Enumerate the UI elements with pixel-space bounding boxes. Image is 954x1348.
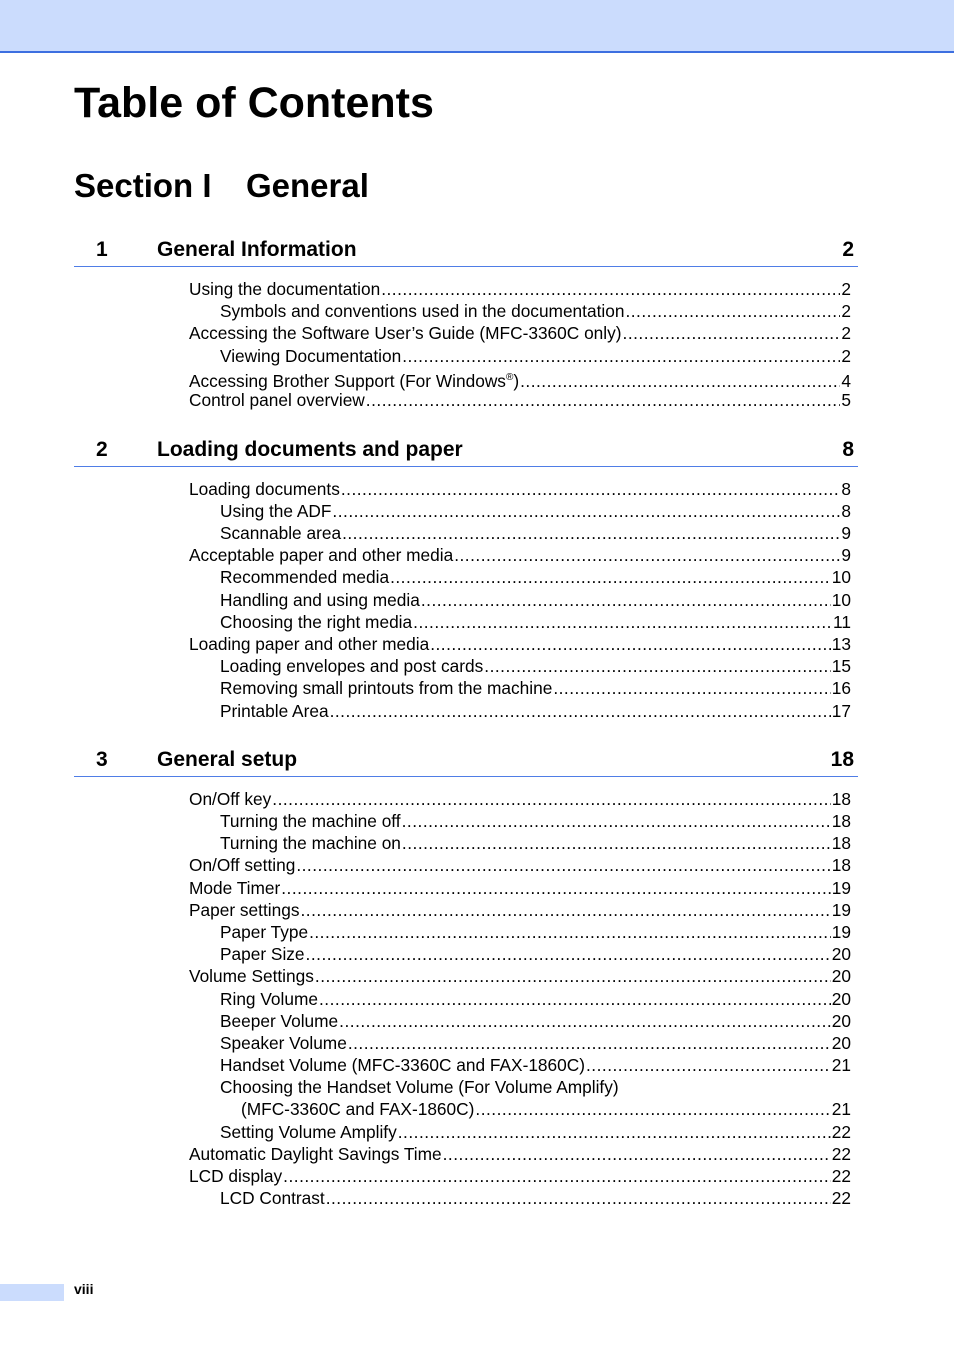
- toc-entry[interactable]: [220, 832, 851, 854]
- dot-leader: [443, 1143, 831, 1165]
- entry-page: 22: [831, 1122, 851, 1142]
- toc-entry[interactable]: [189, 1143, 851, 1165]
- dot-leader: [300, 899, 830, 921]
- toc-entry-heading-line[interactable]: Choosing the Handset Volume (For Volume Amplify): [220, 1077, 619, 1097]
- entry-page: 22: [831, 1166, 851, 1186]
- entry-label: Turning the machine off: [220, 811, 401, 831]
- dot-leader: [402, 810, 831, 832]
- toc-entry[interactable]: [220, 988, 851, 1010]
- entry-page: 22: [831, 1188, 851, 1208]
- entry-label: Loading paper and other media: [189, 634, 430, 654]
- toc-entry[interactable]: [220, 700, 851, 722]
- entry-label: Viewing Documentation: [220, 346, 402, 366]
- dot-leader: [413, 611, 832, 633]
- toc-entry[interactable]: [220, 921, 851, 943]
- footer-tab: [0, 1284, 64, 1301]
- chapter-number: 2: [96, 438, 108, 461]
- dot-leader: [421, 589, 831, 611]
- entry-label: Turning the machine on: [220, 833, 401, 853]
- footer-page-number: viii: [74, 1281, 94, 1297]
- chapter-page: 18: [830, 748, 854, 771]
- toc-entry[interactable]: [220, 677, 851, 699]
- toc-entry[interactable]: [220, 1187, 851, 1209]
- entry-label: LCD Contrast: [220, 1188, 325, 1208]
- toc-entry[interactable]: [189, 278, 851, 300]
- entry-page: 10: [831, 567, 851, 587]
- entry-page: 20: [831, 944, 851, 964]
- dot-leader: [625, 300, 840, 322]
- entry-label: Loading envelopes and post cards: [220, 656, 484, 676]
- toc-entry[interactable]: [220, 1032, 851, 1054]
- entry-page: 20: [831, 1011, 851, 1031]
- toc-entry[interactable]: [220, 500, 851, 522]
- toc-entry[interactable]: [189, 478, 851, 500]
- toc-entry[interactable]: [189, 854, 851, 876]
- page-title: Table of Contents: [74, 79, 434, 127]
- dot-leader: [484, 655, 831, 677]
- entry-page: 21: [831, 1099, 851, 1119]
- toc-entry[interactable]: [220, 300, 851, 322]
- entry-page: 9: [841, 523, 851, 543]
- entry-label: (MFC-3360C and FAX-1860C): [241, 1099, 475, 1119]
- entry-label: Control panel overview: [189, 390, 365, 410]
- entry-label: LCD display: [189, 1166, 283, 1186]
- dot-leader: [586, 1054, 831, 1076]
- dot-leader: [398, 1121, 831, 1143]
- entry-label: Paper settings: [189, 900, 300, 920]
- toc-entry[interactable]: [220, 810, 851, 832]
- chapter-title: General setup: [157, 748, 298, 771]
- entry-label: Recommended media: [220, 567, 390, 587]
- toc-entry[interactable]: [220, 611, 851, 633]
- dot-leader: [348, 1032, 831, 1054]
- dot-leader: [390, 566, 831, 588]
- dot-leader: [366, 389, 841, 411]
- entry-page: 2: [841, 346, 851, 366]
- dot-leader: [315, 965, 831, 987]
- entry-label: Beeper Volume: [220, 1011, 339, 1031]
- toc-entry[interactable]: [189, 1165, 851, 1187]
- toc-entry[interactable]: [220, 522, 851, 544]
- entry-label: Acceptable paper and other media: [189, 545, 454, 565]
- entry-page: 5: [841, 390, 851, 410]
- entry-page: 17: [831, 701, 851, 721]
- dot-leader: [430, 633, 831, 655]
- toc-entry[interactable]: [241, 1098, 851, 1120]
- dot-leader: [330, 700, 831, 722]
- dot-leader: [332, 500, 840, 522]
- entry-label: Using the ADF: [220, 501, 332, 521]
- entry-label: Removing small printouts from the machine: [220, 678, 553, 698]
- entry-label: On/Off key: [189, 789, 272, 809]
- entry-label-text: Accessing Brother Support (For Windows: [189, 370, 506, 391]
- entry-page: 19: [831, 878, 851, 898]
- toc-entry[interactable]: [220, 1010, 851, 1032]
- entry-label: Loading documents: [189, 479, 340, 499]
- chapter-heading[interactable]: [74, 436, 858, 467]
- entry-label-tail: ): [513, 370, 520, 391]
- section-label: Section I: [74, 167, 212, 204]
- entry-page: 21: [831, 1055, 851, 1075]
- registered-mark: ®: [505, 372, 514, 383]
- entry-page: 2: [841, 279, 851, 299]
- dot-leader: [341, 478, 841, 500]
- chapter-title: General Information: [157, 238, 357, 261]
- entry-label: Mode Timer: [189, 878, 281, 898]
- toc-entry[interactable]: [220, 345, 851, 367]
- chapter-page: 2: [842, 238, 854, 261]
- dot-leader: [381, 278, 840, 300]
- entry-label: Accessing the Software User’s Guide (MFC-3360C only): [189, 323, 622, 343]
- entry-label: Handset Volume (MFC-3360C and FAX-1860C): [220, 1055, 585, 1075]
- dot-leader: [475, 1098, 830, 1120]
- entry-page: 16: [831, 678, 851, 698]
- dot-leader: [272, 788, 830, 810]
- dot-leader: [402, 345, 840, 367]
- dot-leader: [281, 877, 831, 899]
- dot-leader: [402, 832, 831, 854]
- chapter-number: 1: [96, 238, 108, 261]
- toc-entry[interactable]: [189, 367, 851, 389]
- entry-page: 10: [831, 590, 851, 610]
- toc-entry[interactable]: [189, 788, 851, 810]
- entry-label: Ring Volume: [220, 989, 318, 1009]
- chapter-heading[interactable]: [74, 746, 858, 777]
- entry-page: 15: [831, 656, 851, 676]
- toc-entry[interactable]: [189, 544, 851, 566]
- entry-label: Setting Volume Amplify: [220, 1122, 397, 1142]
- dot-leader: [296, 854, 830, 876]
- dot-leader: [319, 988, 831, 1010]
- chapter-page: 8: [842, 438, 854, 461]
- section-heading: [74, 166, 369, 206]
- entry-page: 2: [841, 323, 851, 343]
- entry-page: 9: [841, 545, 851, 565]
- entry-page: 18: [831, 811, 851, 831]
- toc-entry[interactable]: [220, 589, 851, 611]
- entry-page: 19: [831, 900, 851, 920]
- chapter-number: 3: [96, 748, 108, 771]
- entry-page: 22: [831, 1144, 851, 1164]
- entry-label: Printable Area: [220, 701, 329, 721]
- entry-page: 18: [831, 855, 851, 875]
- section-name: General: [246, 167, 369, 204]
- toc-entry[interactable]: [220, 943, 851, 965]
- entry-page: 8: [841, 479, 851, 499]
- dot-leader: [309, 921, 831, 943]
- toc-entry[interactable]: [189, 389, 851, 411]
- dot-leader: [553, 677, 830, 699]
- dot-leader: [623, 322, 841, 344]
- dot-leader: [283, 1165, 831, 1187]
- toc-entry[interactable]: [220, 655, 851, 677]
- toc-entry[interactable]: [189, 322, 851, 344]
- toc-entry[interactable]: [189, 633, 851, 655]
- toc-entry[interactable]: [220, 566, 851, 588]
- toc-entry[interactable]: [189, 899, 851, 921]
- entry-page: 20: [831, 1033, 851, 1053]
- toc-entry[interactable]: [220, 1054, 851, 1076]
- chapter-title: Loading documents and paper: [157, 438, 463, 461]
- entry-page: 2: [841, 301, 851, 321]
- header-band: [0, 0, 954, 53]
- entry-page: 18: [831, 833, 851, 853]
- dot-leader: [454, 544, 840, 566]
- entry-page: 8: [841, 501, 851, 521]
- entry-page: 19: [831, 922, 851, 942]
- dot-leader: [339, 1010, 831, 1032]
- entry-label: Handling and using media: [220, 590, 420, 610]
- entry-label: Choosing the right media: [220, 612, 413, 632]
- entry-page: 13: [831, 634, 851, 654]
- entry-page: 11: [833, 612, 851, 632]
- toc-entry[interactable]: [220, 1121, 851, 1143]
- dot-leader: [306, 943, 831, 965]
- entry-label: Speaker Volume: [220, 1033, 347, 1053]
- entry-label: Using the documentation: [189, 279, 381, 299]
- dot-leader: [326, 1187, 831, 1209]
- entry-page: 4: [841, 370, 851, 391]
- entry-label: Scannable area: [220, 523, 342, 543]
- entry-label: Automatic Daylight Savings Time: [189, 1144, 442, 1164]
- entry-label: On/Off setting: [189, 855, 296, 875]
- toc-entry[interactable]: [189, 965, 851, 987]
- toc-entry[interactable]: [189, 877, 851, 899]
- entry-label: Symbols and conventions used in the documentation: [220, 301, 625, 321]
- entry-label: Volume Settings: [189, 966, 314, 986]
- entry-label: Paper Type: [220, 922, 309, 942]
- entry-page: 20: [831, 989, 851, 1009]
- entry-page: 18: [831, 789, 851, 809]
- dot-leader: [342, 522, 840, 544]
- entry-label: Paper Size: [220, 944, 305, 964]
- chapter-heading[interactable]: [74, 236, 858, 267]
- entry-page: 20: [831, 966, 851, 986]
